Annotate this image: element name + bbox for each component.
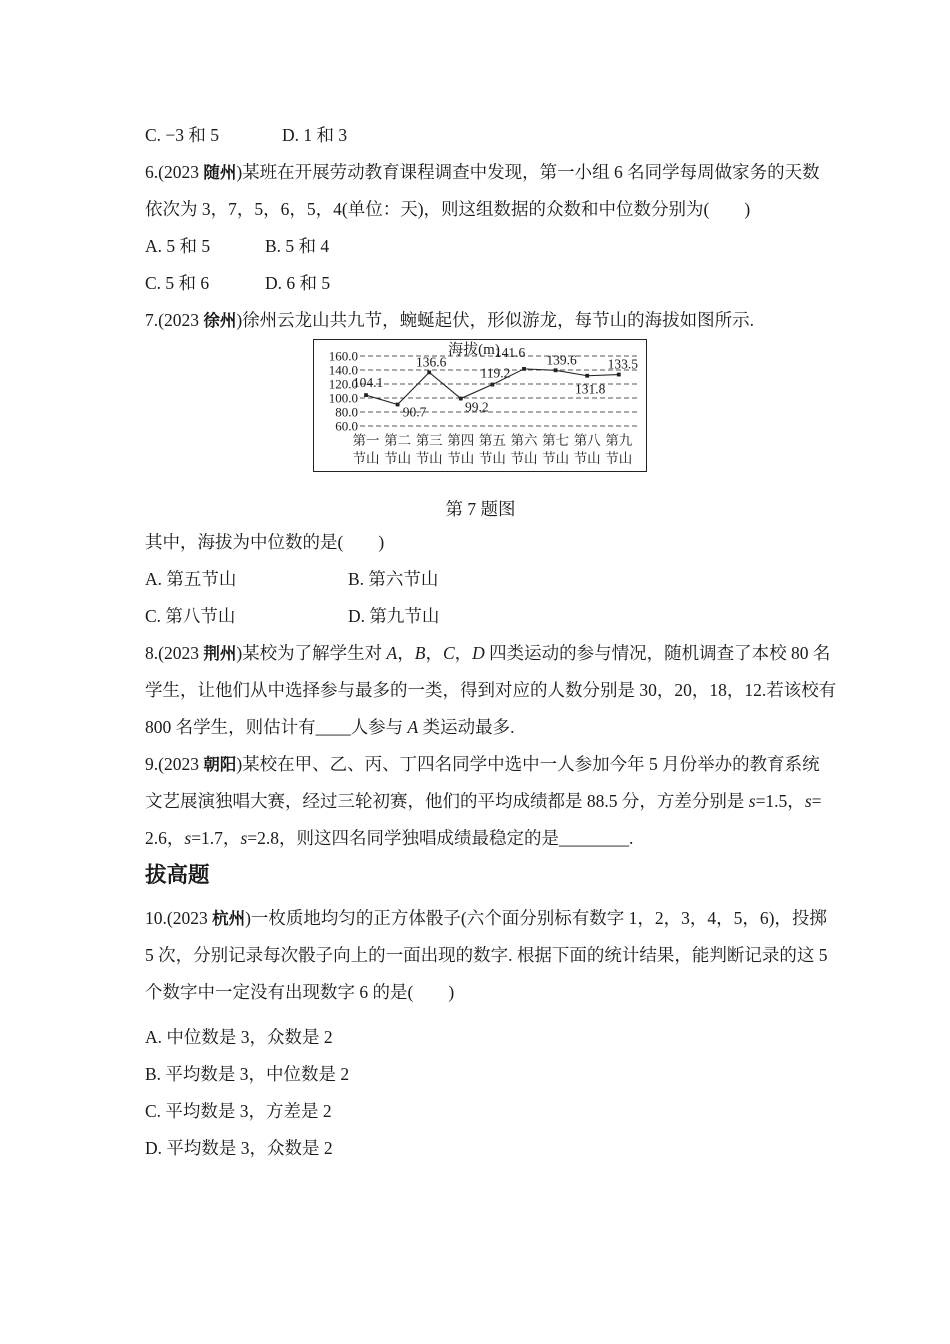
x-category-label-row1: 第一 [352, 433, 380, 448]
text-segment: 文艺展演独唱大赛，经过三轮初赛，他们的平均成绩都是 88.5 分，方差分别是 [145, 791, 749, 811]
option-right [348, 598, 439, 635]
question-text-line [145, 900, 860, 937]
text-segment: = [811, 791, 822, 811]
y-tick-label: 100.0 [328, 390, 358, 406]
elevation-chart-figure [313, 339, 647, 472]
text-segment: 8.(2023 [145, 643, 204, 663]
data-point-label: 104.1 [352, 375, 384, 391]
x-category-label-row2: 节山 [415, 451, 443, 466]
text-segment: 5 次，分别记录每次骰子向上的一面出现的数字. 根据下面的统计结果，能判断记录的这 5 [145, 945, 828, 965]
exam-source-tag: 朝阳 [203, 756, 237, 774]
question-text-line [145, 746, 860, 783]
math-variable: s [804, 791, 812, 811]
question-text-line [145, 783, 860, 820]
math-variable: s [184, 828, 192, 848]
text-segment: B. 5 和 4 [265, 236, 330, 256]
question-text-line [145, 672, 860, 709]
question-text-line [145, 1056, 860, 1093]
text-segment: 2.6， [145, 828, 185, 848]
text-segment: A. 中位数是 3，众数是 2 [145, 1027, 333, 1047]
section-heading [145, 857, 860, 894]
text-segment: 个数字中一定没有出现数字 6 的是( ) [145, 982, 455, 1002]
x-category-label-row1: 第三 [415, 433, 443, 448]
question-text-line [145, 154, 860, 191]
y-tick-label: 60.0 [335, 418, 358, 434]
option-row [145, 598, 860, 635]
question-text-line [145, 974, 860, 1011]
text-segment: B. 第六节山 [348, 569, 439, 589]
option-row [145, 265, 860, 302]
elevation-line-chart [314, 340, 643, 471]
text-segment: 其中，海拔为中位数的是( ) [145, 532, 385, 552]
math-variable: s [240, 828, 248, 848]
option-row [145, 117, 860, 154]
data-point-label: 99.2 [464, 399, 489, 415]
text-segment: 学生，让他们从中选择参与最多的一类，得到对应的人数分别是 30，20，18，12.若该校有 [145, 680, 837, 700]
option-left [145, 236, 210, 256]
text-segment: C. 5 和 6 [145, 273, 210, 293]
text-segment: )某班在开展劳动教育课程调查中发现，第一小组 6 名同学每周做家务的天数 [236, 162, 820, 182]
y-tick-label: 160.0 [328, 348, 358, 364]
math-variable: D [472, 643, 485, 663]
text-segment: 7.(2023 [145, 310, 204, 330]
data-point-marker [522, 367, 526, 371]
x-category-label-row2: 节山 [510, 451, 538, 466]
text-segment: )一枚质地均匀的正方体骰子(六个面分别标有数字 1，2，3，4，5，6)，投掷 [245, 908, 827, 928]
text-segment: 依次为 3，7，5，6，5，4(单位：天)，则这组数据的众数和中位数分别为( ) [145, 199, 751, 219]
text-segment: =1.7， [191, 828, 241, 848]
x-category-label-row1: 第八 [573, 433, 601, 448]
text-segment: ， [425, 643, 443, 663]
question-text-line [145, 1093, 860, 1130]
text-segment: C. 第八节山 [145, 606, 236, 626]
math-variable: B [414, 643, 426, 663]
text-segment: 6.(2023 [145, 162, 204, 182]
option-left [145, 606, 235, 626]
math-variable: s [748, 791, 756, 811]
data-point-label: 136.6 [416, 354, 447, 370]
data-point-marker [364, 393, 368, 397]
text-segment: )某校为了解学生对 [236, 643, 387, 663]
exam-source-tag: 荆州 [203, 645, 237, 663]
text-segment: =1.5， [755, 791, 805, 811]
x-axis-labels [353, 433, 633, 466]
x-category-label-row2: 节山 [605, 451, 633, 466]
option-row [145, 561, 860, 598]
text-segment: A. 5 和 5 [145, 236, 211, 256]
option-left [145, 125, 219, 145]
math-variable: A [407, 717, 419, 737]
text-segment: B. 平均数是 3，中位数是 2 [145, 1064, 350, 1084]
option-right [348, 561, 438, 598]
text-segment: ， [454, 643, 473, 663]
data-point-marker [427, 370, 431, 374]
x-category-label-row1: 第九 [605, 433, 633, 448]
question-text-line [145, 302, 860, 339]
exam-source-tag: 徐州 [203, 312, 237, 330]
text-segment: C. −3 和 5 [145, 125, 220, 145]
option-left [145, 569, 236, 589]
data-point-label: 119.2 [480, 365, 511, 381]
data-point-marker [617, 373, 621, 377]
data-point-marker [585, 374, 589, 378]
x-category-label-row2: 节山 [573, 451, 601, 466]
data-point-label: 90.7 [402, 404, 427, 420]
text-segment: 第 7 题图 [445, 499, 516, 519]
question-text-line [145, 1019, 860, 1056]
math-variable: C [442, 643, 455, 663]
option-left [145, 273, 209, 293]
text-segment: D. 6 和 5 [265, 273, 331, 293]
figure-caption [313, 494, 648, 524]
option-right [282, 117, 347, 154]
text-segment: )某校在甲、乙、丙、丁四名同学中选中一人参加今年 5 月份举办的教育系统 [236, 754, 820, 774]
chart-title: 海拔(m) [448, 342, 500, 358]
x-category-label-row2: 节山 [542, 451, 570, 466]
x-category-label-row1: 第六 [510, 433, 538, 448]
x-category-label-row2: 节山 [352, 451, 380, 466]
text-segment: )徐州云龙山共九节，蜿蜒起伏，形似游龙，每节山的海拔如图所示. [236, 310, 755, 330]
x-category-label-row2: 节山 [384, 451, 412, 466]
y-axis-tick-labels [329, 349, 358, 434]
text-segment: 800 名学生，则估计有____人参与 [145, 717, 408, 737]
math-variable: A [386, 643, 398, 663]
question-text-line [145, 1130, 860, 1167]
text-segment: C. 平均数是 3，方差是 2 [145, 1101, 332, 1121]
text-segment: A. 第五节山 [145, 569, 237, 589]
x-category-label-row1: 第七 [542, 433, 570, 448]
text-segment: 拔高题 [145, 863, 210, 887]
question-text-line [145, 820, 860, 857]
exam-source-tag: 杭州 [212, 910, 246, 928]
question-text-line [145, 709, 860, 746]
question-text-line [145, 191, 860, 228]
text-segment: 四类运动的参与情况，随机调查了本校 80 名 [484, 643, 831, 663]
data-point-marker [459, 397, 463, 401]
text-segment: D. 平均数是 3，众数是 2 [145, 1138, 333, 1158]
text-segment: 类运动最多. [418, 717, 515, 737]
x-category-label-row2: 节山 [478, 451, 506, 466]
option-right [265, 265, 330, 302]
question-text-line [145, 524, 860, 561]
text-segment: 9.(2023 [145, 754, 204, 774]
data-point-marker [396, 403, 400, 407]
y-tick-label: 120.0 [328, 376, 358, 392]
text-segment: =2.8，则这四名同学独唱成绩最稳定的是________. [247, 828, 634, 848]
question-text-line [145, 937, 860, 974]
data-point-label: 141.6 [494, 344, 526, 360]
exam-source-tag: 随州 [203, 164, 237, 182]
text-segment: 10.(2023 [145, 908, 213, 928]
x-category-label-row1: 第五 [478, 433, 506, 448]
option-right [265, 228, 329, 265]
question-text-line [145, 635, 860, 672]
option-row [145, 228, 860, 265]
x-category-label-row1: 第四 [447, 433, 475, 448]
x-category-label-row1: 第二 [384, 433, 412, 448]
y-tick-label: 80.0 [335, 404, 358, 420]
y-tick-label: 140.0 [328, 362, 358, 378]
data-point-marker [491, 383, 495, 387]
data-point-marker [554, 368, 558, 372]
data-point-label: 139.6 [546, 352, 577, 368]
text-segment: D. 1 和 3 [282, 125, 348, 145]
text-segment: D. 第九节山 [348, 606, 440, 626]
data-point-label: 131.8 [575, 381, 606, 397]
x-category-label-row2: 节山 [447, 451, 475, 466]
text-segment: ， [397, 643, 415, 663]
data-point-label: 133.5 [607, 356, 638, 372]
